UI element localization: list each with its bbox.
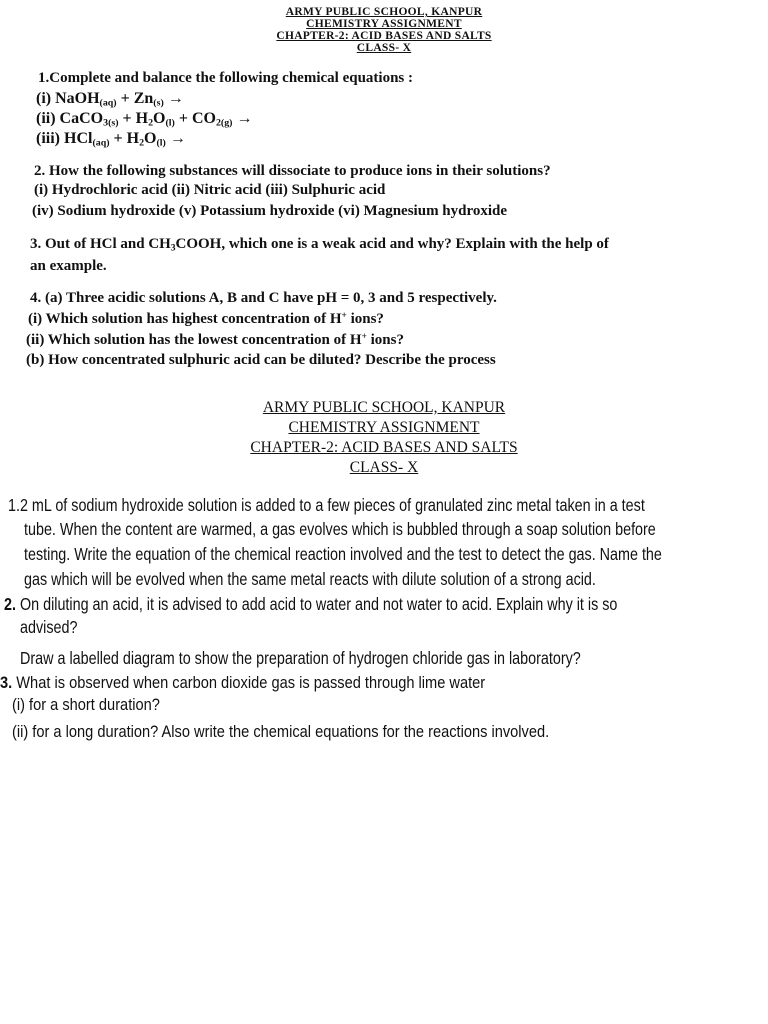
q4-part-a: 4. (a) Three acidic solutions A, B and C have pH = 0, 3 and 5 respectively. <box>30 290 497 306</box>
q3-sub-i: (i) for a short duration? <box>12 695 160 714</box>
q2-line3: Draw a labelled diagram to show the preparation of hydrogen chloride gas in laboratory? <box>20 648 581 668</box>
class-label: CLASS- X <box>349 459 419 476</box>
q4-sub-i: (i) Which solution has highest concentration of H+ ions? <box>28 310 384 327</box>
q1-line1: 1.2 mL of sodium hydroxide solution is added to a few pieces of granulated zinc metal taken in a test <box>8 495 645 515</box>
q2-title: 2. How the following substances will dissociate to produce ions in their solutions? <box>34 163 551 179</box>
class-label: CLASS- X <box>356 42 412 54</box>
header-bottom <box>0 398 768 478</box>
q4-part-b: (b) How concentrated sulphuric acid can be diluted? Describe the process <box>26 352 496 368</box>
equation-2: (ii) CaCO$_{3(s)}$ + $H_2O_{(l)} + CO_{2(g)}$ → <box>36 110 253 129</box>
q2-line2: (iv) Sodium hydroxide (v) Potassium hydroxide (vi) Magnesium hydroxide <box>32 203 508 219</box>
q1-line4: gas which will be evolved when the same metal reacts with dilute solution of a strong acid. <box>24 569 596 589</box>
q3-sub-ii: (ii) for a long duration? Also write the chemical equations for the reactions involved. <box>12 722 550 741</box>
subject-title: CHEMISTRY ASSIGNMENT <box>288 419 480 436</box>
subject-title: CHEMISTRY ASSIGNMENT <box>306 18 462 30</box>
header-top <box>0 6 768 54</box>
q3-line2: an example. <box>30 258 107 274</box>
school-name: ARMY PUBLIC SCHOOL, KANPUR <box>262 399 506 416</box>
q4-sub-ii: (ii) Which solution has the lowest concentration of H+ ions? <box>26 331 404 348</box>
equation-3: (iii) $HCl_{(aq)} + H_2O_{(l)}$ → <box>36 130 186 149</box>
chapter-title: CHAPTER-2: ACID BASES AND SALTS <box>276 30 492 42</box>
q1-line2: tube. When the content are warmed, a gas evolves which is bubbled through a soap solution before <box>24 519 656 539</box>
chapter-title: CHAPTER-2: ACID BASES AND SALTS <box>250 439 518 456</box>
school-name: ARMY PUBLIC SCHOOL, KANPUR <box>285 6 483 18</box>
q1-line3: testing. Write the equation of the chemical reaction involved and the test to detect the gas. Name the <box>24 544 662 564</box>
q2-line1: (i) Hydrochloric acid (ii) Nitric acid (iii) Sulphuric acid <box>34 182 386 198</box>
q2-line1: 2. On diluting an acid, it is advised to add acid to water and not water to acid. Explain why it is so <box>4 594 618 614</box>
q1-title: 1.Complete and balance the following chemical equations : <box>38 70 413 86</box>
q3-line1: 3. What is observed when carbon dioxide gas is passed through lime water <box>0 673 486 692</box>
q3-line1: 3. Out of HCl and $CH_3COOH$, which one is a weak acid and why? Explain with the help of <box>30 236 609 254</box>
equation-1: (i) NaOH$_{(aq)}$ + $Zn_{(s)}$ → <box>36 90 184 109</box>
q2-line2: advised? <box>20 617 78 637</box>
